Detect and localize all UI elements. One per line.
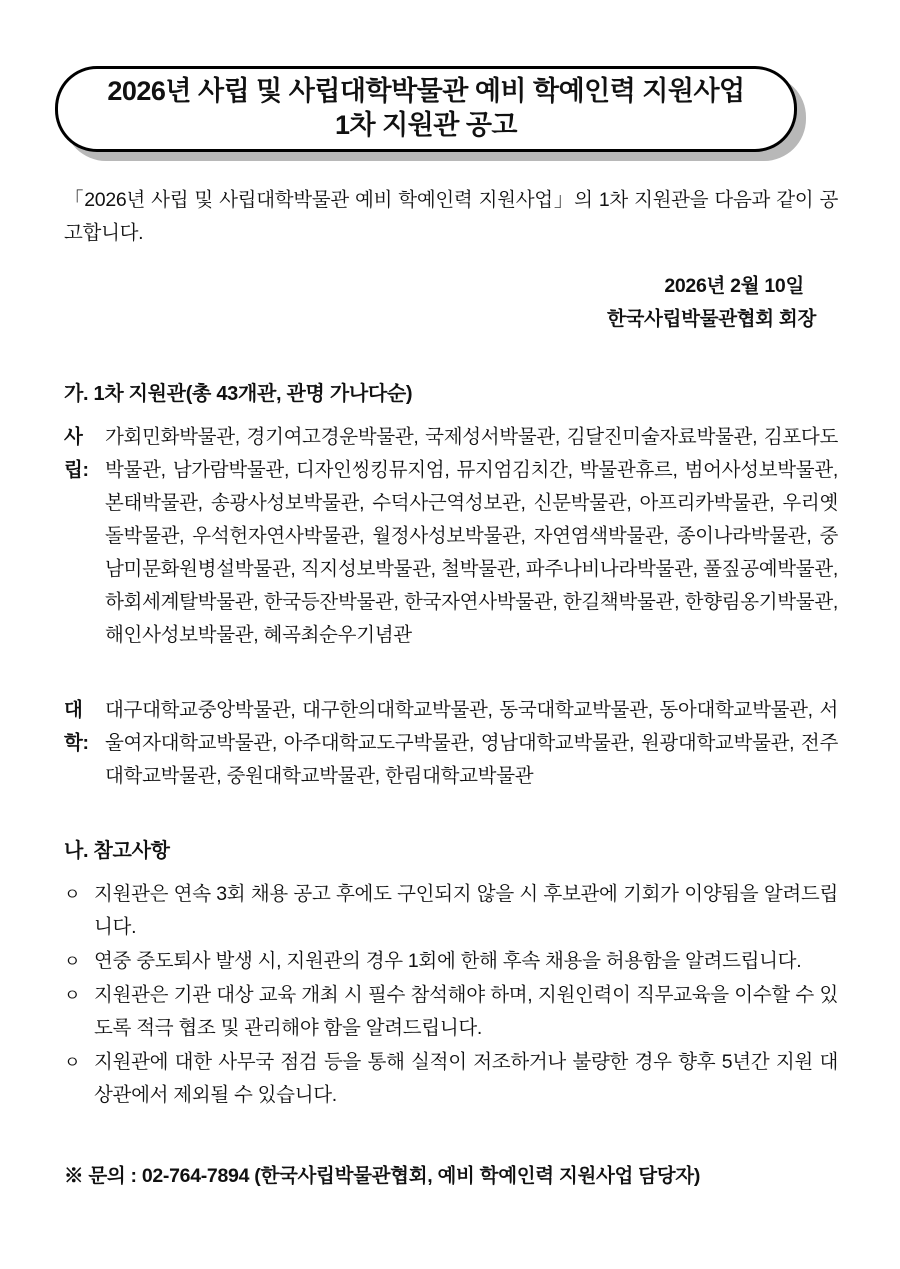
intro-paragraph: 「2026년 사립 및 사립대학박물관 예비 학예인력 지원사업」의 1차 지원관을 다음과 같이 공고합니다. xyxy=(64,189,838,244)
announcement-date: 2026년 2월 10일 xyxy=(664,274,804,297)
section-b-heading: 나. 참고사항 xyxy=(64,839,170,862)
note-item-2 xyxy=(64,945,838,978)
note-item-4-text: 지원관에 대한 사무국 점검 등을 통해 실적이 저조하거나 불량한 경우 향후 5년간 지원 대상관에서 제외될 수 있습니다. xyxy=(94,1050,838,1106)
note-item-3-text: 지원관은 기관 대상 교육 개최 시 필수 참석해야 하며, 지원인력이 직무교육을 이수할 수 있도록 적극 협조 및 관리해야 함을 알려드립니다. xyxy=(94,983,838,1039)
private-group-label: 사립: xyxy=(64,425,89,481)
bullet-icon: ㅇ xyxy=(64,1052,81,1072)
announcement-signer: 한국사립박물관협회 회장 xyxy=(606,307,816,330)
note-item-4 xyxy=(64,1046,838,1112)
note-item-2-text: 연중 중도퇴사 발생 시, 지원관의 경우 1회에 한해 후속 채용을 허용함을 알려드립니다. xyxy=(94,949,802,972)
title-banner xyxy=(55,66,797,152)
private-museums-list: 가회민화박물관, 경기여고경운박물관, 국제성서박물관, 김달진미술자료박물관, 김포다도박물관, 남가람박물관, 디자인씽킹뮤지엄, 뮤지엄김치간, 박물관휴르, 범어사성보박물관, 본태박물관, 송광사성보박물관, 수덕사근역성보관, 신문박물관, 아프리카박물관, 우리옛돌박물관, 우석헌자연사박물관, 월정사성보박물관, 자연염색박물관, 종이나라박물관, 중남미문화원병설박물관, 직지성보박물관, 철박물관, 파주나비나라박물관, 풀짚공예박물관, 하회세계탈박물관, 한국등잔박물관, 한국자연사박물관, 한길책박물관, 한향림옹기박물관, 해인사성보박물관, 혜곡최순우기념관 xyxy=(105,425,838,646)
bullet-icon: ㅇ xyxy=(64,884,81,904)
university-museums-list: 대구대학교중앙박물관, 대구한의대학교박물관, 동국대학교박물관, 동아대학교박물관, 서울여자대학교박물관, 아주대학교도구박물관, 영남대학교박물관, 원광대학교박물관, 전주대학교박물관, 중원대학교박물관, 한림대학교박물관 xyxy=(105,698,838,787)
note-item-3 xyxy=(64,979,838,1045)
bullet-icon: ㅇ xyxy=(64,951,81,971)
bullet-icon: ㅇ xyxy=(64,985,81,1005)
document-body xyxy=(0,184,900,1193)
note-item-1 xyxy=(64,878,838,944)
contact-note: ※ 문의 : 02-764-7894 (한국사립박물관협회, 예비 학예인력 지원사업 담당자) xyxy=(64,1164,701,1187)
university-group-label: 대학: xyxy=(64,698,89,754)
note-item-1-text: 지원관은 연속 3회 채용 공고 후에도 구인되지 않을 시 후보관에 기회가 이양됨을 알려드립니다. xyxy=(94,882,838,938)
document-title-line-1: 2026년 사립 및 사립대학박물관 예비 학예인력 지원사업 xyxy=(107,76,745,106)
private-museums-group xyxy=(64,421,838,652)
university-museums-group xyxy=(64,694,838,793)
section-a-heading: 가. 1차 지원관(총 43개관, 관명 가나다순) xyxy=(64,382,413,405)
document-title-line-2: 1차 지원관 공고 xyxy=(334,110,517,140)
